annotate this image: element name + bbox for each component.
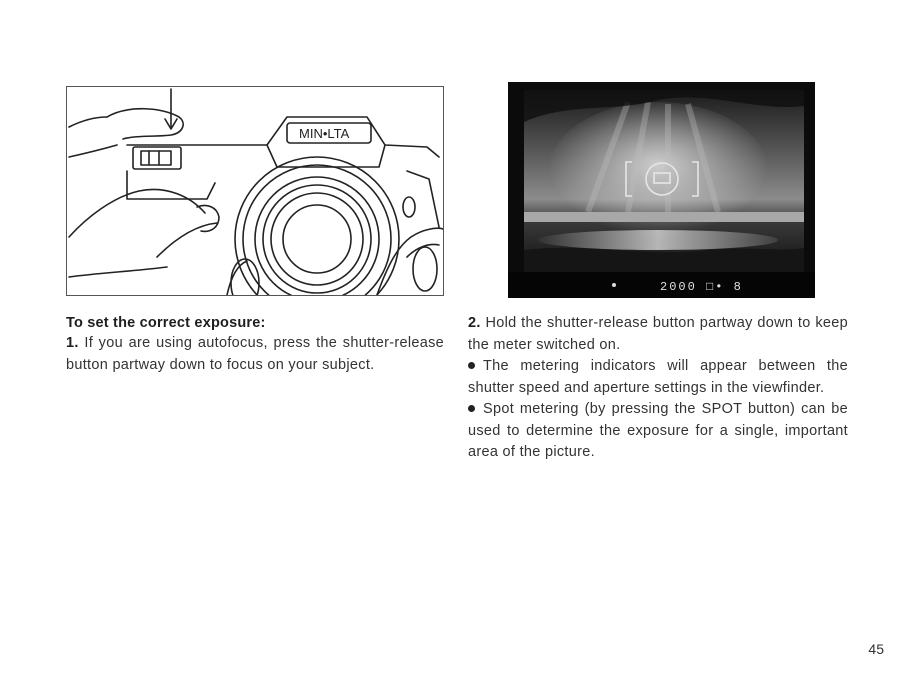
bullet-1-paragraph <box>468 356 848 399</box>
camera-line-drawing <box>67 87 443 295</box>
step-2-number: 2. <box>468 315 481 331</box>
bullet-icon <box>468 362 475 369</box>
step-1-text: If you are using autofocus, press the shutter-release button partway down to focus on your subject. <box>66 335 444 373</box>
step-1-paragraph <box>66 333 444 376</box>
section-heading: To set the correct exposure: <box>66 315 266 331</box>
bullet-2-paragraph <box>468 399 848 464</box>
left-column <box>66 313 444 376</box>
bullet-icon <box>468 405 475 412</box>
metering-indicator-dot <box>612 283 616 287</box>
right-column <box>468 313 848 464</box>
camera-illustration <box>66 86 444 296</box>
step-1-number: 1. <box>66 335 79 351</box>
bullet-2-text: Spot metering (by pressing the SPOT button) can be used to determine the exposure for a single, important area of the picture. <box>468 401 848 460</box>
step-2-text: Hold the shutter-release button partway down to keep the meter switched on. <box>468 315 848 353</box>
bullet-1-text: The metering indicators will appear between the shutter speed and aperture settings in the viewfinder. <box>468 358 848 396</box>
viewfinder-photo <box>508 82 815 298</box>
step-2-paragraph <box>468 313 848 356</box>
viewfinder-readout: 2000 □• 8 <box>660 280 743 294</box>
page-number: 45 <box>868 641 884 657</box>
viewfinder-scene <box>508 82 815 298</box>
brand-label: MIN•LTA <box>299 126 350 141</box>
